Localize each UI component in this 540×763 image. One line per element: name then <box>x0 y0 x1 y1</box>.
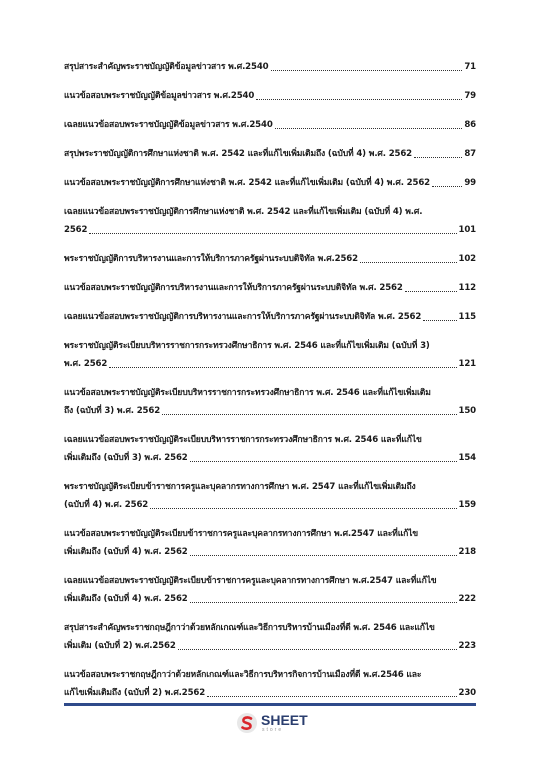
toc-entry[interactable] <box>64 525 476 561</box>
toc-entry-title-line: พระราชบัญญัติระเบียบบริหารราชการกระทรวงศึกษาธิการ พ.ศ. 2546 และที่แก้ไขเพิ่มเติม (ฉบับที่ 3) <box>64 341 430 351</box>
toc-entry-title-line: สรุปพระราชบัญญัติการศึกษาแห่งชาติ พ.ศ. 2542 และที่แก้ไขเพิ่มเติมถึง (ฉบับที่ 4) พ.ศ. 2562 <box>64 149 413 159</box>
dot-leader <box>89 233 456 234</box>
toc-entry-title-line: สรุปสาระสำคัญพระราชกฤษฎีกาว่าด้วยหลักเกณฑ์และวิธีการบริหารบ้านเมืองที่ดี พ.ศ. 2546 และแก้ไข <box>64 623 435 633</box>
toc-entry-title-line: (ฉบับที่ 4) พ.ศ. 2562 <box>64 500 149 510</box>
toc-page-number: 230 <box>458 688 476 698</box>
toc-page-number: 223 <box>458 641 476 651</box>
toc-page-number: 101 <box>458 225 476 235</box>
brand-name: SHEET <box>261 712 308 728</box>
dot-leader <box>360 262 457 263</box>
dot-leader <box>432 186 462 187</box>
toc-entry-title-line: 2562 <box>64 225 88 235</box>
toc-entry-title-line: แนวข้อสอบพระราชกฤษฎีกาว่าด้วยหลักเกณฑ์และวิธีการบริหารกิจการบ้านเมืองที่ดี พ.ศ.2546 และ <box>64 670 422 680</box>
dot-leader <box>271 70 463 71</box>
toc-entry-title-line: เฉลยแนวข้อสอบพระราชบัญญัติการบริหารงานและการให้บริการภาครัฐผ่านระบบดิจิทัล พ.ศ. 2562 <box>64 312 422 322</box>
sheet-logo-icon <box>236 712 258 734</box>
toc-entry-title-line: แนวข้อสอบพระราชบัญญัติการศึกษาแห่งชาติ พ.ศ. 2542 และที่แก้ไขเพิ่มเติม (ฉบับที่ 4) พ.ศ. 2562 <box>64 178 430 188</box>
toc-page-number: 86 <box>464 120 476 130</box>
toc-entry[interactable] <box>64 337 476 373</box>
toc-page-number: 115 <box>458 312 476 322</box>
toc-entry[interactable] <box>64 619 476 655</box>
toc-entry[interactable] <box>64 87 476 105</box>
toc-entry[interactable] <box>64 431 476 467</box>
toc-page-number: 71 <box>464 62 476 72</box>
toc-entry-title-line: แนวข้อสอบพระราชบัญญัติการบริหารงานและการให้บริการภาครัฐผ่านระบบดิจิทัล พ.ศ. 2562 <box>64 283 403 293</box>
toc-page-number: 150 <box>458 406 476 416</box>
dot-leader <box>190 602 457 603</box>
toc-entry-title-line: เพิ่มเติมถึง (ฉบับที่ 4) พ.ศ. 2562 <box>64 594 188 604</box>
toc-entry-title-line: เพิ่มเติมถึง (ฉบับที่ 4) พ.ศ. 2562 <box>64 547 188 557</box>
toc-page-number: 222 <box>458 594 476 604</box>
toc-entry-title-line: เฉลยแนวข้อสอบพระราชบัญญัติข้อมูลข่าวสาร พ.ศ.2540 <box>64 120 273 130</box>
toc-entry[interactable] <box>64 478 476 514</box>
toc-entry[interactable] <box>64 174 476 192</box>
toc-entry[interactable] <box>64 116 476 134</box>
dot-leader <box>275 128 463 129</box>
toc-entry[interactable] <box>64 145 476 163</box>
toc-entry-title-line: พ.ศ. 2562 <box>64 359 108 369</box>
dot-leader <box>162 414 456 415</box>
toc-entry[interactable] <box>64 384 476 420</box>
toc-entry-title-line: แนวข้อสอบพระราชบัญญัติระเบียบข้าราชการครูและบุคลากรทางการศึกษา พ.ศ.2547 และที่แก้ไข <box>64 529 419 539</box>
toc-entry-title-line: พระราชบัญญัติการบริหารงานและการให้บริการภาครัฐผ่านระบบดิจิทัล พ.ศ.2562 <box>64 254 358 264</box>
toc-entry[interactable] <box>64 572 476 608</box>
dot-leader <box>109 367 456 368</box>
dot-leader <box>414 157 462 158</box>
dot-leader <box>405 291 457 292</box>
dot-leader <box>207 696 456 697</box>
table-of-contents <box>64 58 476 713</box>
toc-entry-title-line: เฉลยแนวข้อสอบพระราชบัญญัติระเบียบข้าราชการครูและบุคลากรทางการศึกษา พ.ศ.2547 และที่แก้ไข <box>64 576 437 586</box>
toc-entry[interactable] <box>64 250 476 268</box>
toc-page-number: 218 <box>458 547 476 557</box>
dot-leader <box>190 461 457 462</box>
sheet-store-logo <box>236 712 308 734</box>
dot-leader <box>256 99 462 100</box>
dot-leader <box>178 649 457 650</box>
toc-page-number: 102 <box>458 254 476 264</box>
brand-sub: store <box>262 727 284 733</box>
toc-entry[interactable] <box>64 58 476 76</box>
toc-entry-title-line: พระราชบัญญัติระเบียบข้าราชการครูและบุคลากรทางการศึกษา พ.ศ. 2547 และที่แก้ไขเพิ่มเติมถึง <box>64 482 416 492</box>
toc-page-number: 154 <box>458 453 476 463</box>
toc-page-number: 121 <box>458 359 476 369</box>
toc-entry-title-line: สรุปสาระสำคัญพระราชบัญญัติข้อมูลข่าวสาร พ.ศ.2540 <box>64 62 269 72</box>
footer-divider <box>64 703 476 706</box>
toc-entry-title-line: แนวข้อสอบพระราชบัญญัติข้อมูลข่าวสาร พ.ศ.2540 <box>64 91 255 101</box>
toc-page-number: 159 <box>458 500 476 510</box>
dot-leader <box>423 320 456 321</box>
toc-entry-title-line: เฉลยแนวข้อสอบพระราชบัญญัติการศึกษาแห่งชาติ พ.ศ. 2542 และที่แก้ไขเพิ่มเติม (ฉบับที่ 4) พ.ศ. <box>64 207 423 217</box>
toc-page-number: 87 <box>464 149 476 159</box>
toc-page-number: 79 <box>464 91 476 101</box>
toc-entry-title-line: แนวข้อสอบพระราชบัญญัติระเบียบบริหารราชการกระทรวงศึกษาธิการ พ.ศ. 2546 และที่แก้ไขเพิ่มเติม <box>64 388 431 398</box>
toc-page-number: 112 <box>458 283 476 293</box>
toc-entry[interactable] <box>64 279 476 297</box>
toc-entry[interactable] <box>64 308 476 326</box>
toc-entry-title-line: เพิ่มเติม (ฉบับที่ 2) พ.ศ.2562 <box>64 641 176 651</box>
toc-entry[interactable] <box>64 203 476 239</box>
dot-leader <box>150 508 456 509</box>
toc-entry-title-line: ถึง (ฉบับที่ 3) พ.ศ. 2562 <box>64 406 161 416</box>
toc-entry-title-line: แก้ไขเพิ่มเติมถึง (ฉบับที่ 2) พ.ศ.2562 <box>64 688 206 698</box>
toc-entry-title-line: เพิ่มเติมถึง (ฉบับที่ 3) พ.ศ. 2562 <box>64 453 188 463</box>
toc-entry[interactable] <box>64 666 476 702</box>
toc-page-number: 99 <box>464 178 476 188</box>
toc-entry-title-line: เฉลยแนวข้อสอบพระราชบัญญัติระเบียบบริหารราชการกระทรวงศึกษาธิการ พ.ศ. 2546 และที่แก้ไข <box>64 435 422 445</box>
dot-leader <box>190 555 457 556</box>
